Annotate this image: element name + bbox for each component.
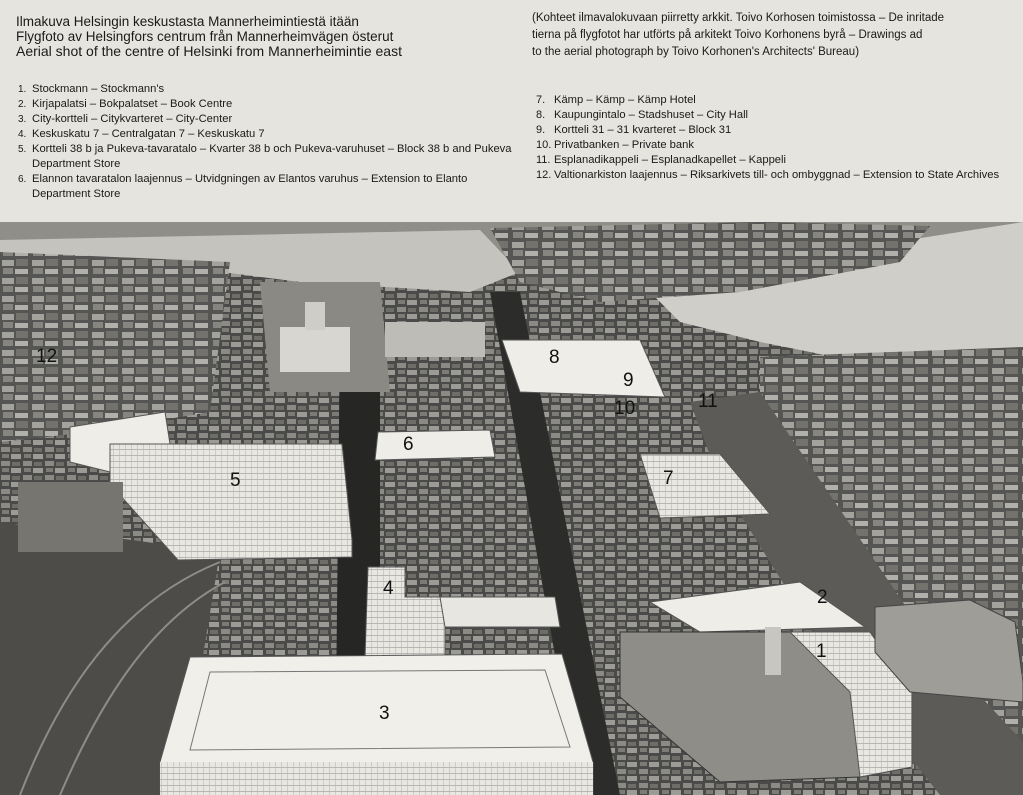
cathedral-dome bbox=[305, 302, 325, 330]
drawing-credit bbox=[532, 10, 1022, 61]
legend-item-8 bbox=[536, 108, 1023, 123]
chimney bbox=[765, 627, 781, 675]
legend-item-5 bbox=[18, 142, 518, 172]
legend-left bbox=[18, 82, 518, 202]
legend-text: Kaupungintalo – Stadshuset – City Hall bbox=[554, 109, 749, 121]
legend-number: 10. bbox=[536, 139, 552, 151]
legend-text: Keskuskatu 7 – Centralgatan 7 – Keskuskatu 7 bbox=[32, 128, 265, 140]
legend-number: 11. bbox=[536, 154, 551, 166]
legend-item-3 bbox=[18, 112, 518, 127]
legend-item-9 bbox=[536, 123, 1023, 138]
legend-text: Kortteli 31 – 31 kvarteret – Block 31 bbox=[554, 124, 732, 136]
map-label-4: 4 bbox=[383, 578, 394, 599]
legend-item-2 bbox=[18, 97, 518, 112]
legend-item-10 bbox=[536, 138, 1023, 153]
aerial-photograph bbox=[0, 222, 1023, 795]
credit-line: tierna på flygfotot har utförts på arkitekt Toivo Korhonens byrå – Drawings ad bbox=[532, 29, 923, 41]
cathedral bbox=[280, 327, 350, 372]
title-english: Aerial shot of the centre of Helsinki from Mannerheimintie east bbox=[16, 43, 402, 59]
legend-number: 12. bbox=[536, 169, 552, 181]
left-modern-block bbox=[18, 482, 123, 552]
block-3-facade bbox=[160, 762, 593, 795]
legend-right bbox=[536, 93, 1023, 183]
left-district bbox=[0, 252, 230, 442]
legend-item-12 bbox=[536, 168, 1023, 183]
legend-number: 7. bbox=[536, 94, 546, 106]
map-label-7: 7 bbox=[663, 468, 674, 489]
legend-number: 2. bbox=[18, 99, 27, 110]
legend-text: Elannon tavaratalon laajennus – Utvidgningen av Elantos varuhus – Extension to Elanto Department Store bbox=[32, 173, 468, 200]
legend-item-1 bbox=[18, 82, 518, 97]
legend-text: Valtionarkiston laajennus – Riksarkivets till- och ombyggnad – Extension to State Archives bbox=[554, 169, 1000, 181]
credit-line: (Kohteet ilmavalokuvaan piirretty arkkit. Toivo Korhosen toimistossa – De inritade bbox=[532, 12, 945, 24]
legend-number: 5. bbox=[18, 144, 27, 155]
legend-text: Esplanadikappeli – Esplanadkapellet – Kappeli bbox=[554, 154, 786, 166]
map-label-3: 3 bbox=[379, 703, 390, 724]
title-block bbox=[16, 14, 496, 59]
legend-item-11 bbox=[536, 153, 1023, 168]
credit-line: to the aerial photograph by Toivo Korhonen's Architects' Bureau) bbox=[532, 46, 860, 58]
legend-text: Kortteli 38 b ja Pukeva-tavaratalo – Kvarter 38 b och Pukeva-varuhuset – Block 38 b and Pukeva Department Store bbox=[32, 143, 512, 170]
block-6-drawing bbox=[375, 430, 495, 460]
map-label-6: 6 bbox=[403, 434, 414, 455]
map-label-2: 2 bbox=[817, 587, 828, 608]
map-label-10: 10 bbox=[614, 398, 636, 419]
legend-number: 4. bbox=[18, 129, 27, 140]
legend-text: Kirjapalatsi – Bokpalatset – Book Centre bbox=[32, 98, 233, 110]
legend-text: Kämp – Kämp – Kämp Hotel bbox=[554, 94, 696, 106]
university-building bbox=[385, 322, 485, 357]
legend-text: City-kortteli – Citykvarteret – City-Center bbox=[32, 113, 233, 125]
map-label-9: 9 bbox=[623, 370, 634, 391]
legend-number: 9. bbox=[536, 124, 546, 136]
legend-number: 6. bbox=[18, 174, 27, 185]
map-label-8: 8 bbox=[549, 347, 560, 368]
caption-area bbox=[0, 0, 1023, 222]
map-label-12: 12 bbox=[36, 346, 58, 367]
legend-item-7 bbox=[536, 93, 1023, 108]
title-finnish: Ilmakuva Helsingin keskustasta Mannerheimintiestä itään bbox=[16, 14, 359, 29]
legend-number: 3. bbox=[18, 114, 27, 125]
legend-number: 8. bbox=[536, 109, 546, 121]
map-label-1: 1 bbox=[816, 641, 827, 662]
legend-text: Privatbanken – Private bank bbox=[554, 139, 694, 151]
title-swedish: Flygfoto av Helsingfors centrum från Mannerheimvägen österut bbox=[16, 29, 394, 44]
block-4-roof bbox=[440, 597, 560, 627]
map-label-11: 11 bbox=[698, 391, 718, 412]
block-8-drawing bbox=[502, 340, 665, 397]
map-label-5: 5 bbox=[230, 470, 241, 491]
legend-item-4 bbox=[18, 127, 518, 142]
aerial-photo-drawing bbox=[0, 222, 1023, 795]
legend-text: Stockmann – Stockmann's bbox=[32, 83, 165, 95]
legend-number: 1. bbox=[18, 84, 27, 95]
legend-item-6 bbox=[18, 172, 518, 202]
